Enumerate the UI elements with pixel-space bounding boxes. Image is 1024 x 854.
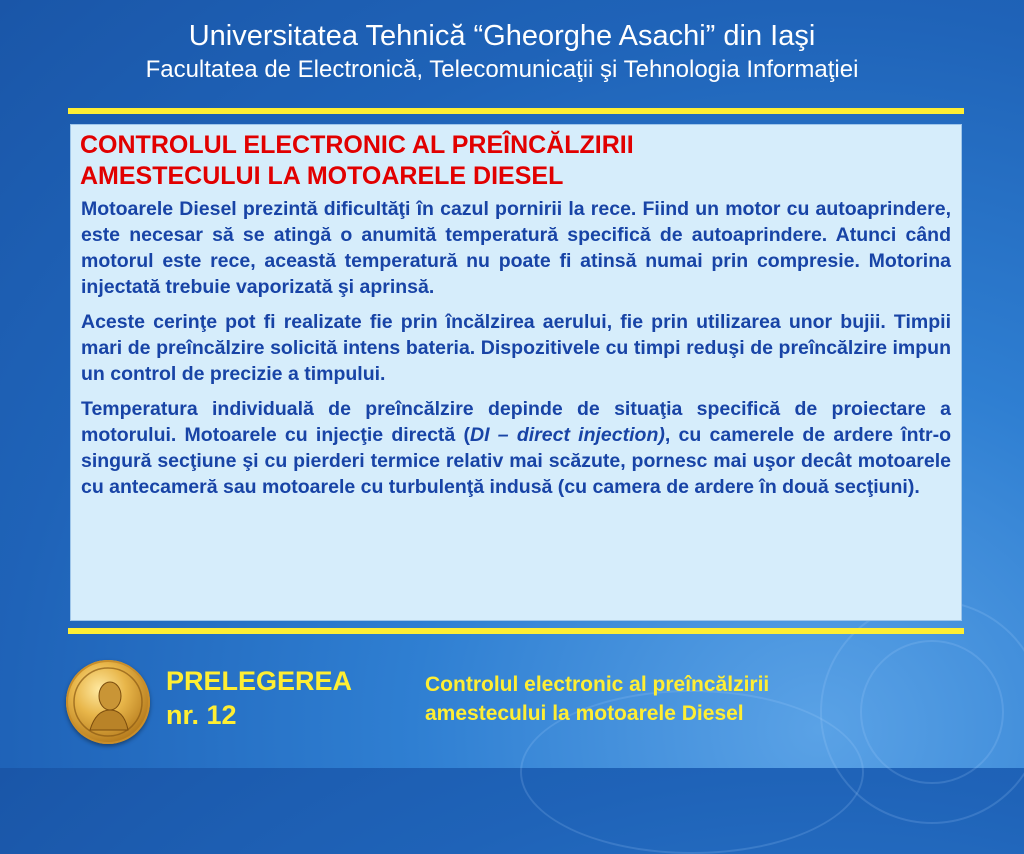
medal-portrait-icon [66, 660, 150, 744]
water-ripple-decoration [860, 640, 1004, 784]
university-name: Universitatea Tehnică “Gheorghe Asachi” din Iaşi [188, 20, 816, 52]
university-medal-logo [66, 660, 150, 744]
lecture-number: nr. 12 [166, 700, 237, 730]
footer-title-line2: amestecului la motoarele Diesel [425, 702, 744, 725]
bottom-accent-bar [68, 628, 964, 634]
paragraph-3-italic: DI – direct injection) [470, 424, 665, 446]
footer-lecture-title [425, 670, 769, 728]
faculty-name: Facultatea de Electronică, Telecomunicaţii şi Tehnologia Informaţiei [145, 56, 859, 83]
slide-title-line1: CONTROLUL ELECTRONIC AL PREÎNCĂLZIRII [80, 131, 634, 159]
paragraph-2: Aceste cerinţe pot fi realizate fie prin încălzirea aerului, fie prin utilizarea unor bujii. Timpii mari de preîncălzire solicită intens bateria. Dispozitivele cu timpi reduşi de preîncălzire impun un control de precizie a timpului. [81, 311, 951, 385]
slide-body [81, 196, 951, 509]
slide-header [0, 18, 1024, 86]
paragraph-3-text-a: Temperatura individuală de preîncălzire depinde de situaţia specifică de proiectare a motorului. Motoarele cu injecţie directă ( [81, 398, 951, 446]
lecture-label [166, 664, 352, 732]
paragraph-3-text-b: , cu camerele de ardere într-o singură secţiune şi cu pierderi termice relativ mai scăzute, pornesc mai uşor decât motoarele cu antecameră sau motoarele cu turbulenţă indusă (cu camera de ardere în două secţiuni). [81, 424, 951, 498]
lecture-label-line1: PRELEGEREA [166, 666, 353, 696]
slide-title-line2: AMESTECULUI LA MOTOARELE DIESEL [80, 162, 564, 190]
slide-title [80, 130, 900, 192]
footer-title-line1: Controlul electronic al preîncălzirii [425, 673, 770, 696]
top-accent-bar [68, 108, 964, 114]
paragraph-1: Motoarele Diesel prezintă dificultăţi în cazul pornirii la rece. Fiind un motor cu autoaprindere, este necesar să se atingă o anumită temperatură specifică de autoaprindere. Atunci când motorul este rece, această temperatură nu poate fi atinsă numai prin compresie. Motorina injectată trebuie vaporizată şi aprinsă. [81, 198, 951, 298]
paragraph-3 [81, 396, 951, 500]
